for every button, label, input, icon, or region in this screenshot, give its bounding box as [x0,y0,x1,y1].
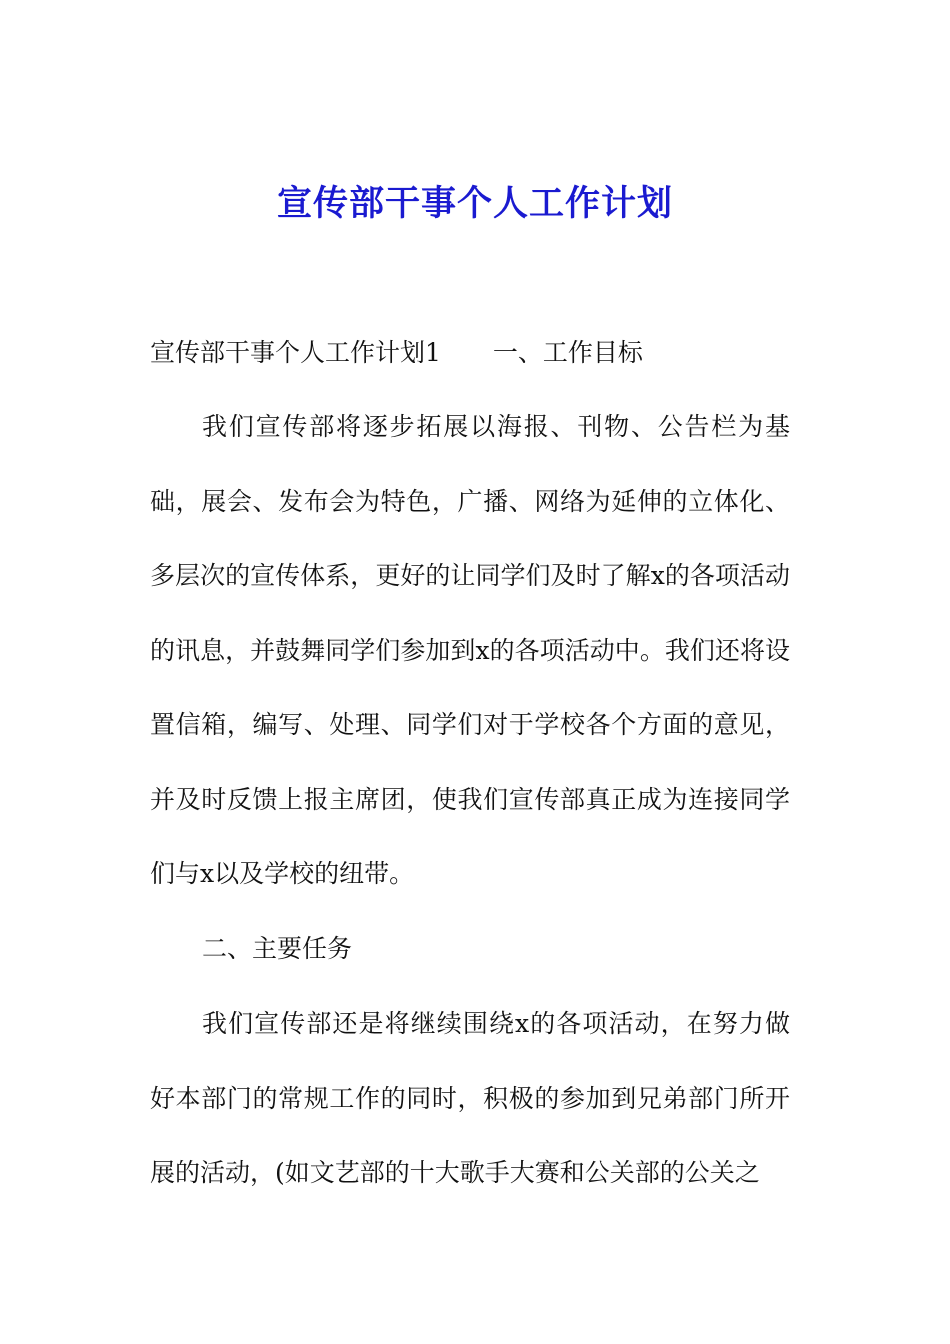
document-title: 宣传部干事个人工作计划 [276,183,673,224]
paragraph-work-goals: 我们宣传部将逐步拓展以海报、刊物、公告栏为基础，展会、发布会为特色，广播、网络为延伸的立体化、多层次的宣传体系，更好的让同学们及时了解x的各项活动的讯息，并鼓舞同学们参加到x的各项活动中。我们还将设置信箱，编写、处理、同学们对于学校各个方面的意见，并及时反馈上报主席团，使我们宣传部真正成为连接同学们与x以及学校的纽带。 [150,412,790,888]
paragraph-main-tasks: 我们宣传部还是将继续围绕x的各项活动，在努力做好本部门的常规工作的同时，积极的参加到兄弟部门所开展的活动，(如文艺部的十大歌手大赛和公关部的公关之 [150,1009,790,1187]
section1-heading: 一、工作目标 [492,338,643,367]
section2-heading: 二、主要任务 [202,934,353,963]
intro-title: 宣传部干事个人工作计划1 [150,338,441,367]
intro-line [150,316,790,391]
